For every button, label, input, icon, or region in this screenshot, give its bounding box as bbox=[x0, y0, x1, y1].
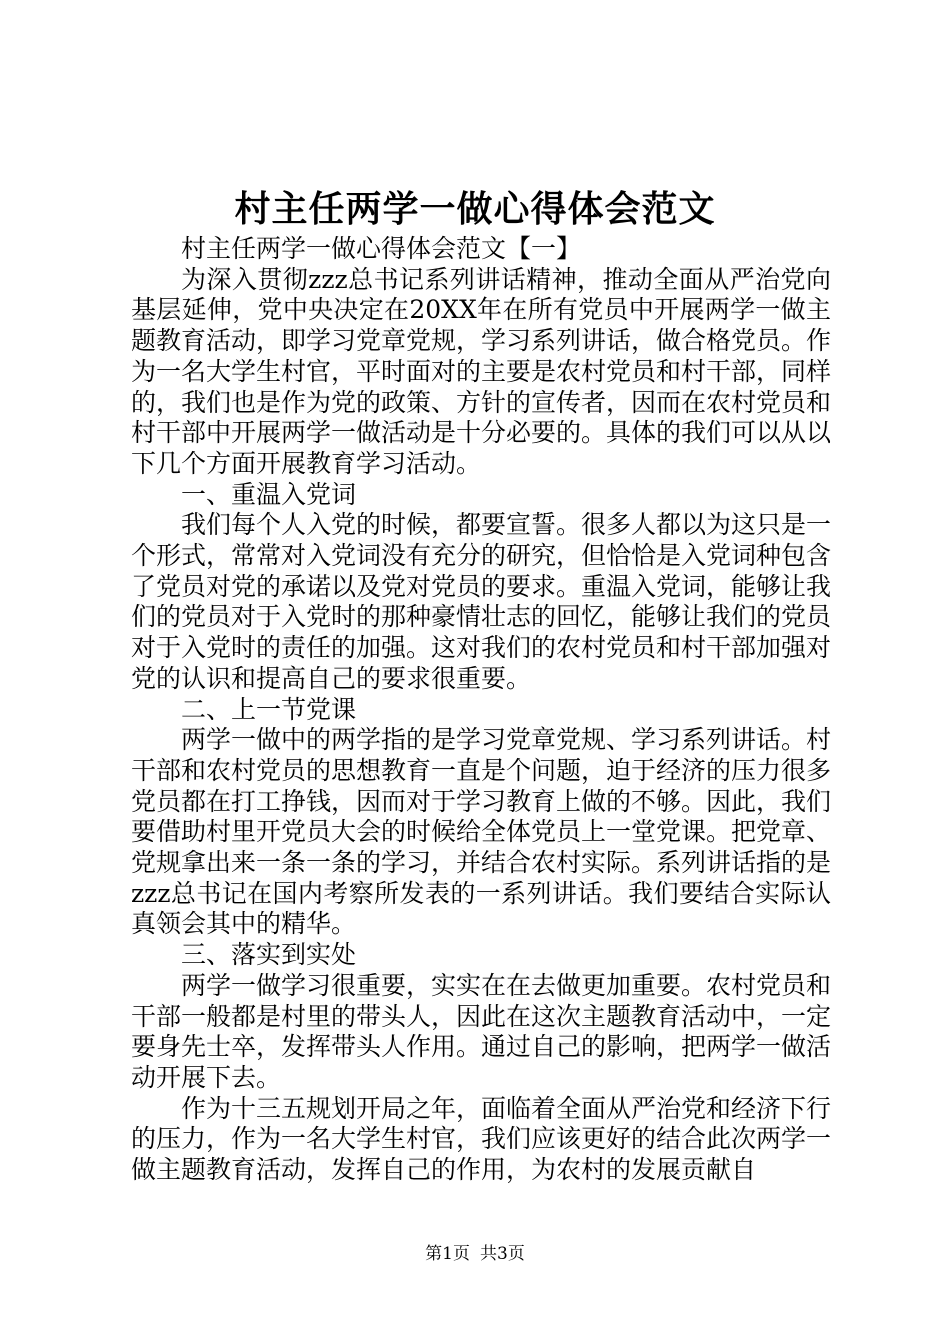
section-heading: 村主任两学一做心得体会范文【一】 bbox=[181, 234, 582, 263]
page-number: 第1页 bbox=[425, 1244, 470, 1264]
body-paragraph: 我们每个人入党的时候，都要宣誓。很多人都以为这只是一个形式，常常对入党词没有充分的研究，但恰恰是入党词种包含了党员对党的承诺以及党对党员的要求。重温入党词，能够让我们的党员对于入党时的那种豪情壮志的回忆，能够让我们的党员对于入党时的责任的加强。这对我们的农村党员和村干部加强对党的认识和提高自己的要求很重要。 bbox=[131, 510, 832, 693]
body-paragraph: 两学一做学习很重要，实实在在去做更加重要。农村党员和干部一般都是村里的带头人，因此在这次主题教育活动中，一定要身先士卒，发挥带头人作用。通过自己的影响，把两学一做活动开展下去。 bbox=[131, 970, 832, 1092]
document-body bbox=[131, 234, 831, 1186]
section-heading: 二、上一节党课 bbox=[181, 694, 357, 724]
body-paragraph: 作为十三五规划开局之年，面临着全面从严治党和经济下行的压力，作为一名大学生村官，我们应该更好的结合此次两学一做主题教育活动，发挥自己的作用，为农村的发展贡献自 bbox=[131, 1093, 832, 1185]
document-title: 村主任两学一做心得体会范文 bbox=[234, 188, 716, 230]
section-heading: 一、重温入党词 bbox=[181, 479, 357, 509]
page-footer bbox=[0, 1242, 950, 1266]
body-paragraph: 为深入贯彻zzz总书记系列讲话精神，推动全面从严治党向基层延伸，党中央决定在20XX年在所有党员中开展两学一做主题教育活动，即学习党章党规，学习系列讲话，做合格党员。作为一名大学生村官，平时面对的主要是农村党员和村干部，同样的，我们也是作为党的政策、方针的宣传者，因而在农村党员和村干部中开展两学一做活动是十分必要的。具体的我们可以从以下几个方面开展教育学习活动。 bbox=[131, 264, 832, 478]
section-heading: 三、落实到实处 bbox=[181, 940, 357, 970]
page-total: 共3页 bbox=[480, 1244, 525, 1264]
body-paragraph: 两学一做中的两学指的是学习党章党规、学习系列讲话。村干部和农村党员的思想教育一直是个问题，迫于经济的压力很多党员都在打工挣钱，因而对于学习教育上做的不够。因此，我们要借助村里开党员大会的时候给全体党员上一堂党课。把党章、党规拿出来一条一条的学习，并结合农村实际。系列讲话指的是zzz总书记在国内考察所发表的一系列讲话。我们要结合实际认真领会其中的精华。 bbox=[131, 725, 832, 939]
